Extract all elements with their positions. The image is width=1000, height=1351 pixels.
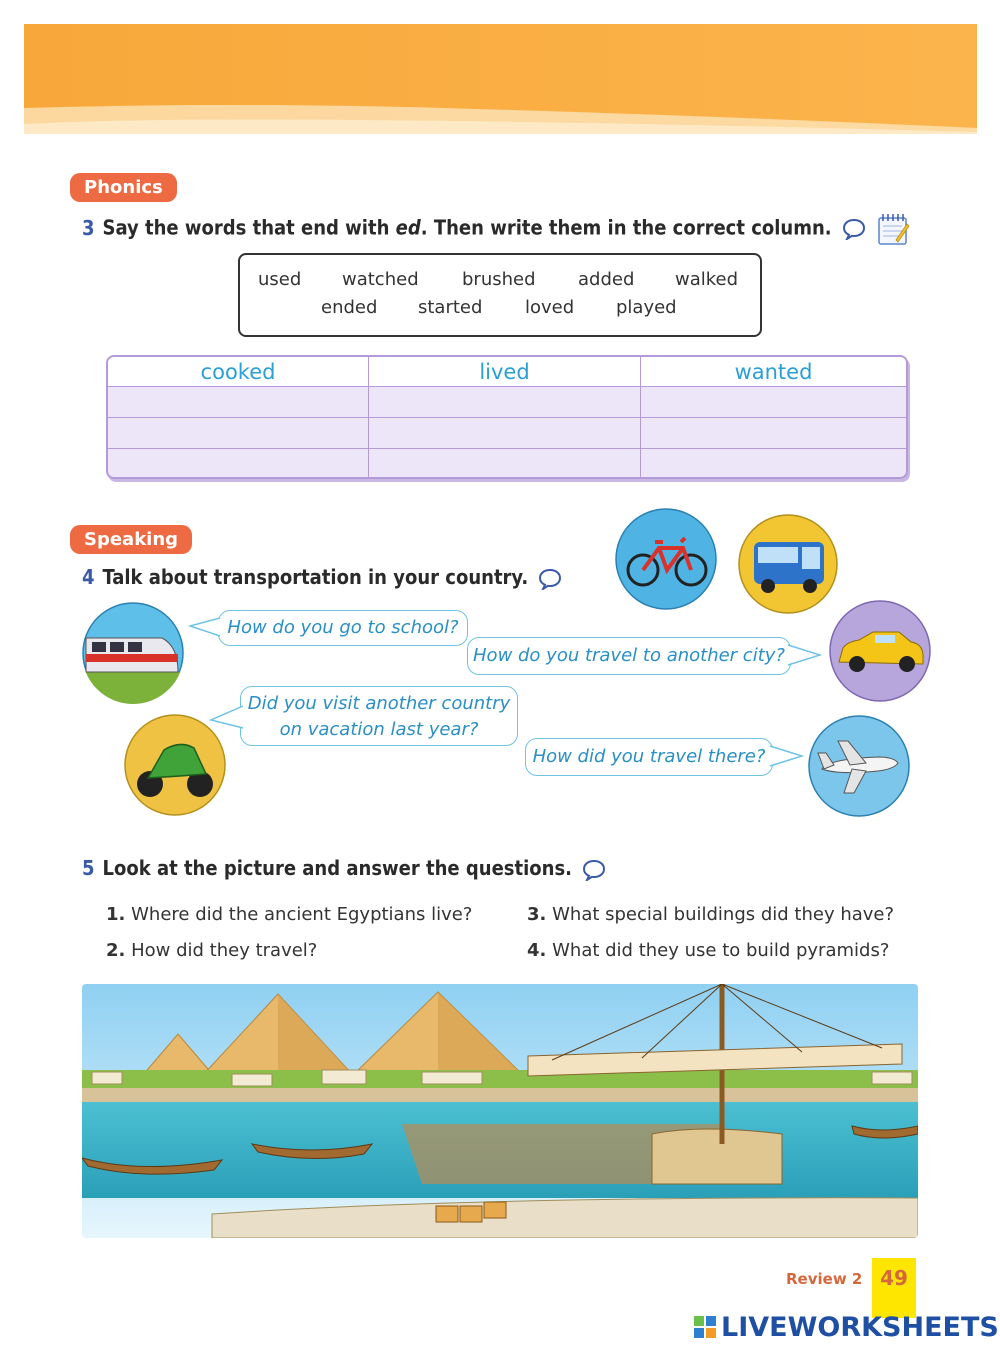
speech-bubble-school: How do you go to school? xyxy=(218,610,468,646)
speaking-badge: Speaking xyxy=(70,525,192,554)
airplane-icon xyxy=(808,715,910,817)
train-icon xyxy=(82,602,184,704)
question-1: 1. Where did the ancient Egyptians live? xyxy=(106,904,473,925)
exercise-number: 4 xyxy=(82,565,95,589)
taxi-icon xyxy=(829,600,931,702)
phonics-instruction: 3 Say the words that end with ed. Then write them in the correct column. xyxy=(82,212,910,246)
speaking-instruction: 4 Talk about transportation in your country. xyxy=(82,565,562,590)
page-number: 49 xyxy=(872,1258,916,1318)
column-header-lived: lived xyxy=(369,357,641,387)
answer-cell[interactable] xyxy=(369,449,641,477)
column-header-wanted: wanted xyxy=(641,357,906,387)
speech-bubble-icon xyxy=(538,568,562,590)
phonics-badge: Phonics xyxy=(70,173,177,202)
answer-cell[interactable] xyxy=(641,449,906,477)
question-4: 4. What did they use to build pyramids? xyxy=(527,940,890,961)
word-bank xyxy=(238,253,762,337)
bubble-tail xyxy=(188,614,222,640)
word-bank-row-2 xyxy=(321,297,677,318)
exercise-number: 3 xyxy=(82,215,95,240)
word-item: watched xyxy=(342,269,419,290)
liveworksheets-logo-icon xyxy=(693,1315,717,1339)
word-item: walked xyxy=(675,269,739,290)
bubble-tail xyxy=(209,702,245,732)
word-item: ended xyxy=(321,297,378,318)
liveworksheets-logo xyxy=(693,1310,999,1344)
word-item: started xyxy=(418,297,483,318)
word-item: added xyxy=(578,269,635,290)
section5-instruction: 5 Look at the picture and answer the questions. xyxy=(82,856,606,881)
review-label: Review 2 xyxy=(786,1270,863,1288)
word-item: brushed xyxy=(462,269,536,290)
sorting-table xyxy=(106,355,908,479)
word-item: played xyxy=(616,297,677,318)
speech-bubble-vacation: Did you visit another country on vacation last year? xyxy=(240,686,518,746)
answer-cell[interactable] xyxy=(108,418,369,449)
question-2: 2. How did they travel? xyxy=(106,940,318,961)
top-banner xyxy=(24,24,977,134)
speech-bubble-there: How did you travel there? xyxy=(525,738,773,776)
word-item: loved xyxy=(525,297,575,318)
notebook-icon xyxy=(876,212,910,246)
exercise-number: 5 xyxy=(82,856,95,880)
speech-bubble-icon xyxy=(842,218,866,240)
answer-cell[interactable] xyxy=(108,449,369,477)
bubble-tail xyxy=(768,742,804,770)
column-header-cooked: cooked xyxy=(108,357,369,387)
answer-cell[interactable] xyxy=(641,387,906,418)
bus-icon xyxy=(738,514,838,614)
speech-bubble-city: How do you travel to another city? xyxy=(467,637,791,675)
bicycle-icon xyxy=(615,508,717,610)
speech-bubble-icon xyxy=(582,859,606,881)
liveworksheets-brand: LIVEWORKSHEETS xyxy=(721,1311,999,1343)
answer-cell[interactable] xyxy=(641,418,906,449)
answer-cell[interactable] xyxy=(369,418,641,449)
answer-cell[interactable] xyxy=(108,387,369,418)
ancient-egypt-illustration xyxy=(82,984,918,1238)
question-3: 3. What special buildings did they have? xyxy=(527,904,895,925)
word-bank-row-1 xyxy=(258,269,738,290)
bubble-tail xyxy=(786,641,822,669)
word-item: used xyxy=(258,269,302,290)
answer-cell[interactable] xyxy=(369,387,641,418)
